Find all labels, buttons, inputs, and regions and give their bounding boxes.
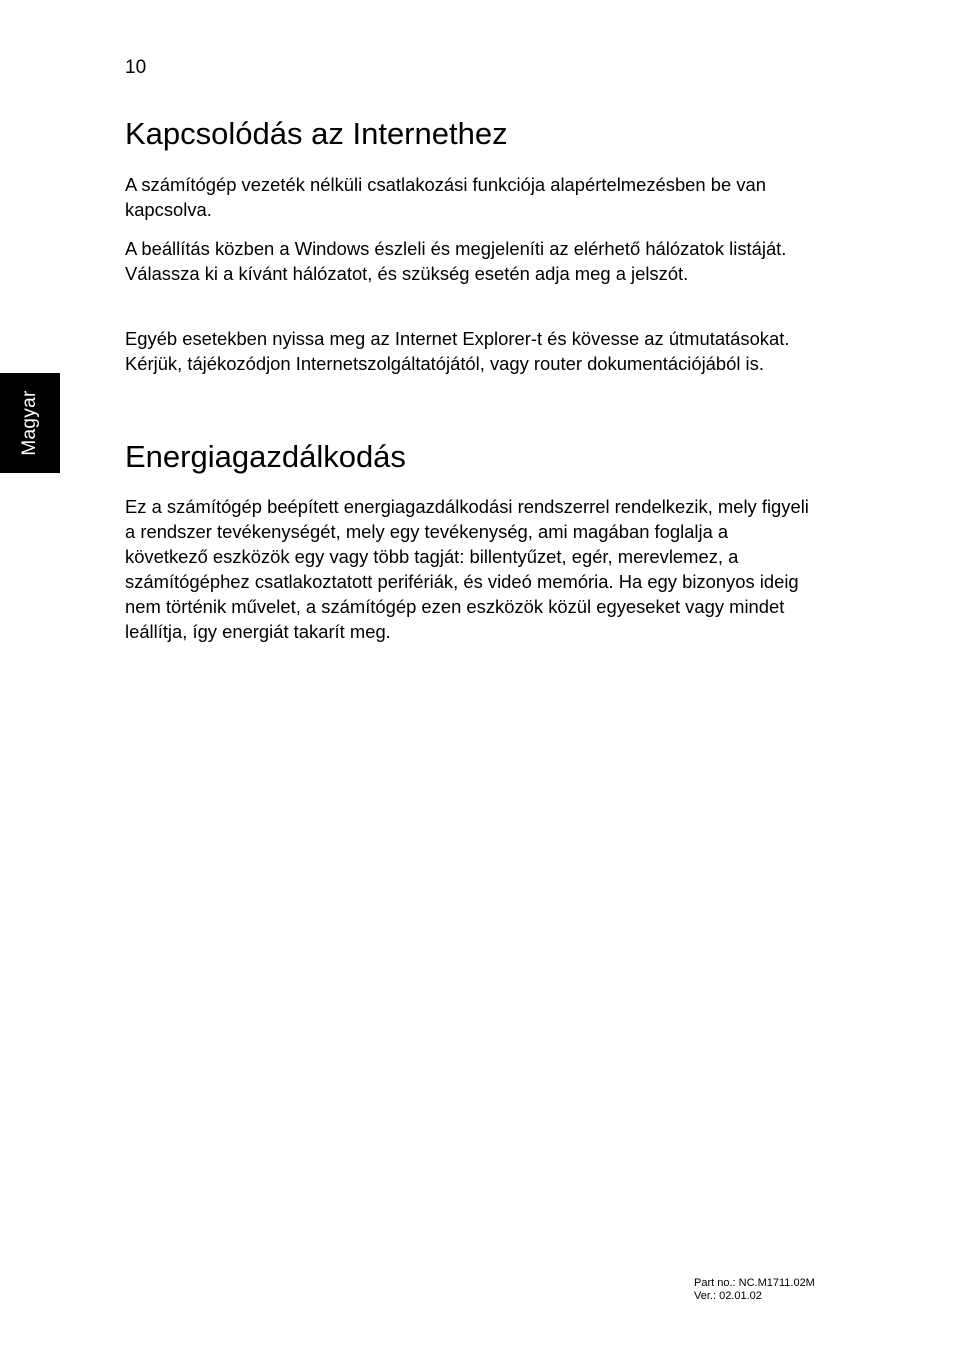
paragraph-internet-3: Egyéb esetekben nyissa meg az Internet Explorer-t és kövesse az útmutatásokat. Kérjük, tájékozódjon Internetszolgáltatójától, vagy router dokumentációjából is. [125, 328, 790, 374]
footer-version: Ver.: 02.01.02 [694, 1290, 762, 1302]
paragraph-internet-2: A beállítás közben a Windows észleli és megjeleníti az elérhető hálózatok listáját. Válassza ki a kívánt hálózatot, és szükség esetén adja meg a jelszót. [125, 238, 787, 284]
footer [694, 1277, 815, 1303]
footer-part-number: Part no.: NC.M1711.02M [694, 1277, 815, 1289]
language-side-tab [0, 373, 60, 473]
paragraph-internet-1: A számítógép vezeték nélküli csatlakozási funkciója alapértelmezésben be van kapcsolva. [125, 174, 766, 220]
paragraph-power-1: Ez a számítógép beépített energiagazdálkodási rendszerrel rendelkezik, mely figyeli a rendszer tevékenységét, mely egy tevékenység, ami magában foglalja a következő eszközök egy vagy több tagját: billentyűzet, egér, merevlemez, a számítógéphez csatlakoztatott perifériák, és videó memória. Ha egy bizonyos ideig nem történik művelet, a számítógép ezen eszközök közül egyeseket vagy mindet leállítja, így energiát takarít meg. [125, 496, 809, 642]
language-side-tab-label: Magyar [19, 390, 40, 456]
section-heading-internet: Kapcsolódás az Internethez [125, 116, 508, 151]
page-number: 10 [125, 57, 147, 78]
section-heading-power: Energiagazdálkodás [125, 439, 406, 474]
